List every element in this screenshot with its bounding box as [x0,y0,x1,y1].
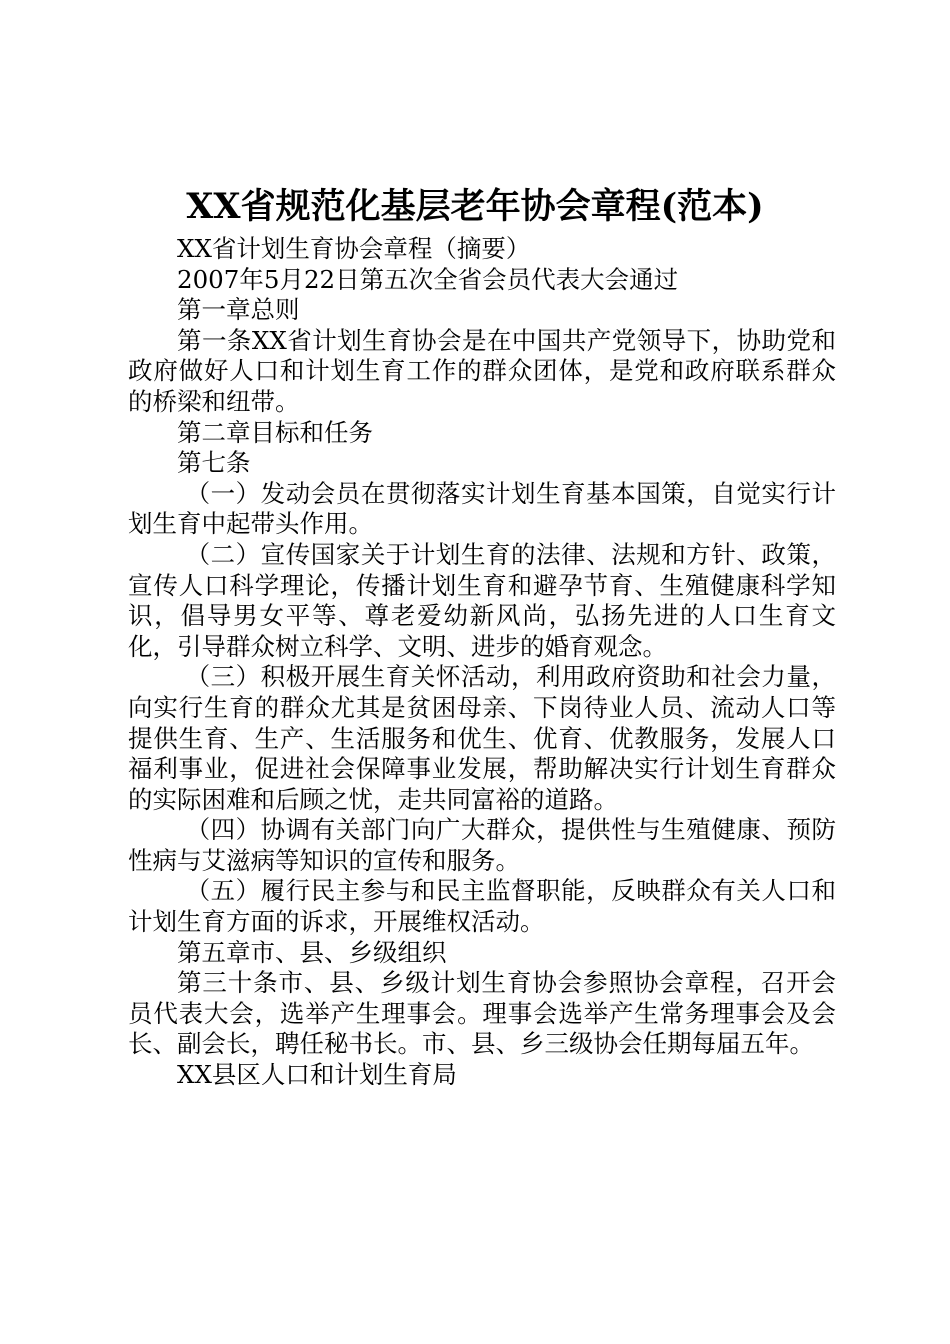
paragraph-subtitle: XX省计划生育协会章程（摘要） [177,234,531,263]
list-item-paragraph: （五）履行民主参与和民主监督职能，反映群众有关人口和计划生育方面的诉求，开展维权活动。 [128,876,836,937]
list-item-paragraph: （四）协调有关部门向广大群众，提供性与生殖健康、预防性病与艾滋病等知识的宣传和服务。 [128,815,836,875]
chapter-heading: 第五章市、县、乡级组织 [177,937,447,967]
document-body [128,234,836,1091]
signature-line: XX县区人口和计划生育局 [177,1060,457,1090]
list-item-paragraph: （一）发动会员在贯彻落实计划生育基本国策，自觉实行计划生育中起带头作用。 [128,478,836,539]
article-heading: 第七条 [177,448,251,478]
paragraph-adoption-date: 2007年5月22日第五次全省会员代表大会通过 [177,264,679,294]
list-item-paragraph: （三）积极开展生育关怀活动，利用政府资助和社会力量，向实行生育的群众尤其是贫困母亲、下岗待业人员、流动人口等提供生育、生产、生活服务和优生、优育、优教服务，发展人口福利事业，促进社会保障事业发展，帮助解决实行计划生育群众的实际困难和后顾之忧，走共同富裕的道路。 [128,662,836,814]
article-paragraph: 第三十条市、县、乡级计划生育协会参照协会章程，召开会员代表大会，选举产生理事会。理事会选举产生常务理事会及会长、副会长，聘任秘书长。市、县、乡三级协会任期每届五年。 [128,968,836,1059]
list-item-paragraph: （二）宣传国家关于计划生育的法律、法规和方针、政策，宣传人口科学理论，传播计划生育和避孕节育、生殖健康科学知识，倡导男女平等、尊老爱幼新风尚，弘扬先进的人口生育文化，引导群众树立科学、文明、进步的婚育观念。 [128,539,836,661]
chapter-heading: 第二章目标和任务 [177,417,373,447]
article-paragraph: 第一条XX省计划生育协会是在中国共产党领导下，协助党和政府做好人口和计划生育工作的群众团体，是党和政府联系群众的桥梁和纽带。 [128,325,836,416]
chapter-heading: 第一章总则 [177,295,300,325]
document-title: XX省规范化基层老年协会章程(范本) [186,186,764,227]
